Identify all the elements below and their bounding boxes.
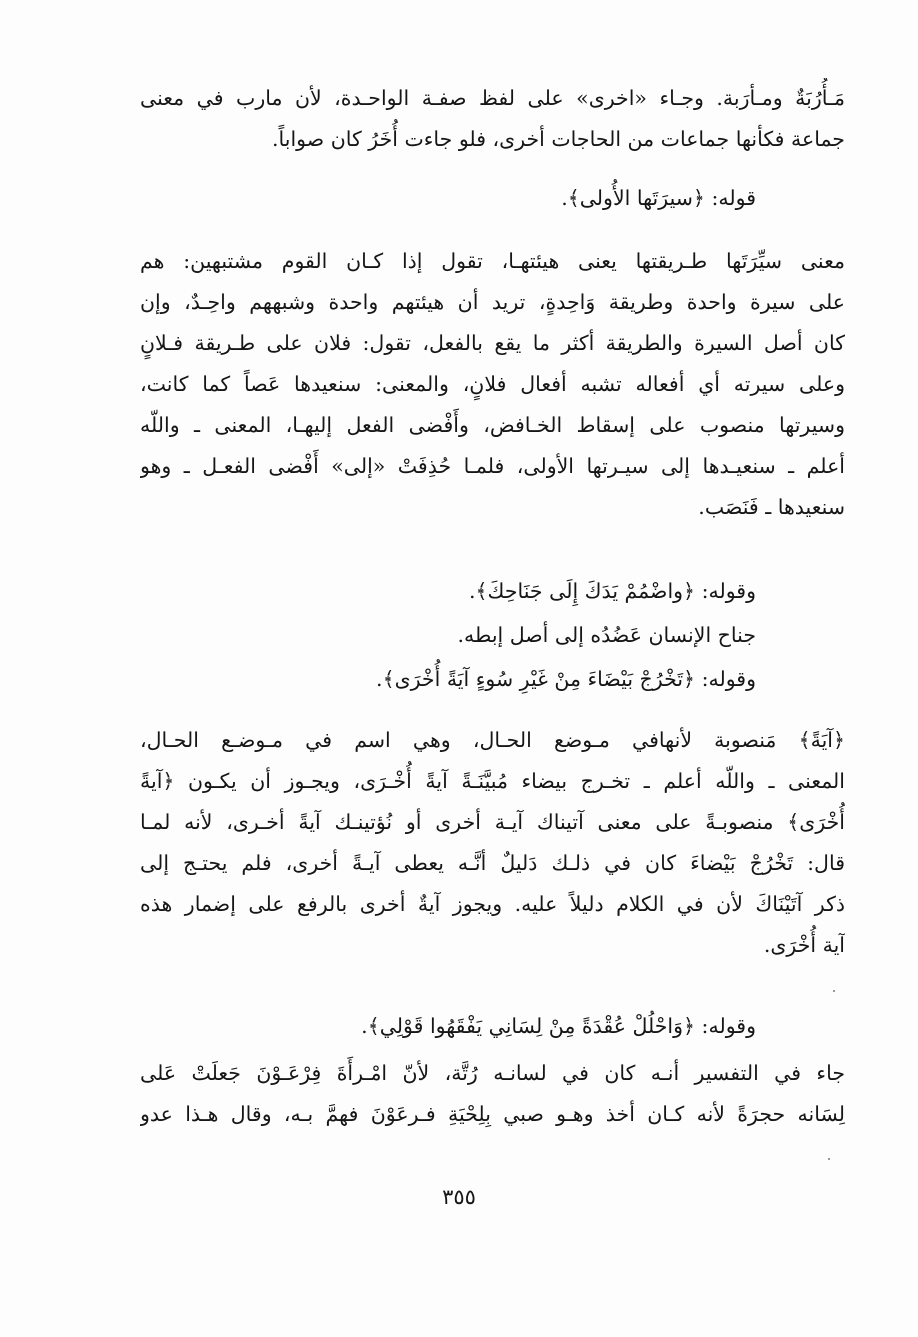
text-line: أُخْرَى﴾ منصوبـةً على معنى آتيناك آيـة أخرى أو نُؤتينـك آيةً أخـرى، لأنه لمـا xyxy=(140,810,845,834)
paragraph-2 xyxy=(140,241,845,528)
text-line: ﴿آيَةً﴾ مَنصوبة لأنهافي مـوضع الحـال، وهي اسم في مـوضـع الحـال، xyxy=(140,728,845,752)
page-number: ٣٥٥ xyxy=(442,1185,476,1209)
text-line: ذكر آتَيْنَاكَ لأن في الكلام دليلاً عليه. ويجوز آيةٌ أخرى بالرفع على إضمار هذه xyxy=(140,892,845,916)
verse-quote: وقوله: ﴿واضْمُمْ يَدَكَ إِلَى جَنَاحِكَ﴾. xyxy=(469,579,756,603)
text-line: مَـأُرُبَةٌ ومـأرَبة. وجـاء «اخرى» على لفظ صفـة الواحـدة، لأن مارب في معنى xyxy=(140,86,845,110)
text-line: على سيرة واحدة وطريقة وَاحِدةٍ، تريد أن هيئتهم واحدة وشبههم واحِـدٌ، وإن xyxy=(140,290,845,314)
text-line: جماعة فكأنها جماعات من الحاجات أخرى، فلو جاءت أُخَرُ كان صواباً. xyxy=(272,127,845,151)
text-line: جاء في التفسير أنـه كان في لسانـه رُتَّة، لأنّ امْـرأَةَ فِرْعَـوْنَ جَعلَتْ عَلى xyxy=(140,1061,845,1085)
text-line: وعلى سيرته أي أفعاله تشبه أفعال فلانٍ، والمعنى: سنعيدها عَصاً كما كانت، xyxy=(140,372,845,396)
text-line: وسيرتها منصوب على إسقاط الخـافض، وأَفْضى الفعل إليهـا، المعنى ـ واللّه xyxy=(140,413,845,437)
explanation-line: جناح الإنسان عَضُدُه إلى أصل إبطه. xyxy=(457,623,756,647)
verse-quote: قوله: ﴿سيرَتَها الأُولى﴾. xyxy=(561,186,756,210)
paragraph-4 xyxy=(140,1053,845,1135)
text-line: لِسَانه حجرَةً لأنه كـان أخذ وهـو صبي بِلِحْيَةِ فـرعَوْنَ فهمَّ بـه، وقال هـذا عدو xyxy=(140,1102,845,1126)
text-line: سنعيدها ـ فَنَصَب. xyxy=(698,495,845,519)
text-line: قال: تَخْرُجْ بَيْضاءَ كان في ذلـك دَليلٌ أنَّـه يعطى آيـةً أخرى، فلم يحتـج إلى xyxy=(140,851,845,875)
text-line: معنى سيِّرَتَها طـريقتها يعنى هيئتهـا، تقول إذا كـان القوم مشتبهين: هم xyxy=(140,249,845,273)
paragraph-1 xyxy=(140,78,845,160)
verse-quote: وقوله: ﴿وَاحْلُلْ عُقْدَةً مِنْ لِسَانِي يَفْقَهُوا قَوْلِي﴾. xyxy=(361,1014,756,1038)
text-line: المعنى ـ واللّه أعلم ـ تخـرج بيضاء مُبيَّنَـةً آيةً أُخْـرَى، ويجـوز أن يكـون ﴿آيةً xyxy=(140,769,845,793)
paragraph-3 xyxy=(140,720,845,966)
text-line: أعلم ـ سنعيـدها إلى سيـرتها الأولى، فلمـا حُذِفَتْ «إلى» أَفْضى الفعـل ـ وهو xyxy=(140,454,845,478)
scan-speck xyxy=(828,1158,830,1160)
scan-speck xyxy=(833,990,835,992)
verse-quote: وقوله: ﴿تَخْرُجْ بَيْضَاءَ مِنْ غَيْرِ سُوءٍ آيَةً أُخْرَى﴾. xyxy=(376,667,756,691)
text-line: كان أصل السيرة والطريقة أكثر ما يقع بالفعل، تقول: فلان على طـريقة فـلانٍ xyxy=(140,331,845,355)
text-line: آية أُخْرَى. xyxy=(763,933,845,957)
